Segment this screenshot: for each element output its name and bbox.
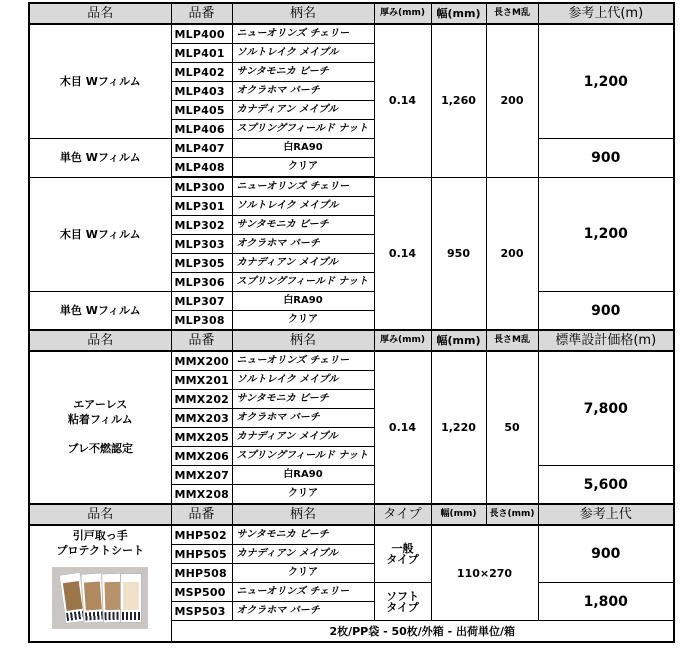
pattern-name: カナディアン メイプル xyxy=(232,254,374,273)
pattern-name: ソルトレイク メイプル xyxy=(232,44,374,63)
price-wood: 1,200 xyxy=(538,24,674,139)
product-code: MHP505 xyxy=(171,545,232,564)
length-value: 200 xyxy=(486,24,538,177)
name-line: 粘着フィルム xyxy=(67,413,133,427)
product-code: MLP306 xyxy=(171,273,232,292)
pattern-name: サンタモニカ ビーチ xyxy=(232,216,374,235)
product-code: MSP503 xyxy=(171,602,232,621)
product-code: MMX202 xyxy=(171,390,232,409)
product-code: MMX201 xyxy=(171,371,232,390)
pattern-name: ニューオリンズ チェリー xyxy=(232,24,374,44)
product-code: MLP400 xyxy=(171,24,232,44)
packing-note: 2枚/PP袋 - 50枚/外箱 - 出荷単位/箱 xyxy=(171,621,674,643)
header-type: タイプ xyxy=(374,504,431,525)
header-pattern-name: 柄名 xyxy=(232,504,374,525)
product-code: MLP407 xyxy=(171,139,232,158)
product-code: MLP402 xyxy=(171,63,232,82)
product-name-solid-film: 単色 Wフィルム xyxy=(29,139,171,178)
type-line: タイプ xyxy=(386,600,419,614)
header-standard-design-price: 標準設計価格(m) xyxy=(538,330,674,351)
product-code: MSP500 xyxy=(171,583,232,602)
table-row xyxy=(29,525,674,545)
price-wood: 7,800 xyxy=(538,351,674,466)
product-code: MMX200 xyxy=(171,351,232,371)
product-name-handle-protect-sheet xyxy=(29,525,171,642)
header-product-code: 品番 xyxy=(171,3,232,24)
product-code: MLP405 xyxy=(171,101,232,120)
thickness-value: 0.14 xyxy=(374,177,431,330)
pattern-name: スプリングフィールド ナット xyxy=(232,120,374,139)
product-name-solid-film: 単色 Wフィルム xyxy=(29,292,171,331)
product-code: MLP307 xyxy=(171,292,232,311)
price-soft: 1,800 xyxy=(538,583,674,621)
pattern-name: スプリングフィールド ナット xyxy=(232,273,374,292)
header-thickness: 厚み(mm) xyxy=(374,3,431,24)
header-product-code: 品番 xyxy=(171,504,232,525)
type-soft xyxy=(374,583,431,621)
thickness-value: 0.14 xyxy=(374,351,431,504)
name-line: プロテクトシート xyxy=(56,543,145,557)
type-general xyxy=(374,525,431,583)
pattern-name: ニューオリンズ チェリー xyxy=(232,583,374,602)
product-photo xyxy=(52,567,148,629)
pattern-name: サンタモニカ ビーチ xyxy=(232,525,374,545)
pattern-name: サンタモニカ ビーチ xyxy=(232,63,374,82)
price-solid: 5,600 xyxy=(538,466,674,505)
product-code: MLP301 xyxy=(171,197,232,216)
name-line: エアーレス xyxy=(73,398,128,412)
product-code: MLP303 xyxy=(171,235,232,254)
header-pattern-name: 柄名 xyxy=(232,330,374,351)
pattern-name: クリア xyxy=(232,158,374,178)
header-product-name: 品名 xyxy=(29,3,171,24)
product-code: MLP302 xyxy=(171,216,232,235)
pattern-name: クリア xyxy=(232,311,374,331)
name-line: 引戸取っ手 xyxy=(72,529,128,542)
pattern-name: カナディアン メイプル xyxy=(232,101,374,120)
header-width: 幅(mm) xyxy=(431,330,486,351)
pattern-name: カナディアン メイプル xyxy=(232,545,374,564)
pattern-name: ニューオリンズ チェリー xyxy=(232,351,374,371)
product-code: MMX205 xyxy=(171,428,232,447)
pattern-name: オクラホマ バーチ xyxy=(232,82,374,101)
product-code: MMX206 xyxy=(171,447,232,466)
price-solid: 900 xyxy=(538,139,674,178)
pattern-name: クリア xyxy=(232,564,374,583)
type-line: タイプ xyxy=(386,553,419,566)
product-code: MLP408 xyxy=(171,158,232,178)
pattern-name: ソルトレイク メイプル xyxy=(232,197,374,216)
pattern-name: ソルトレイク メイプル xyxy=(232,371,374,390)
price-general: 900 xyxy=(538,525,674,583)
header-row-protect xyxy=(29,504,674,525)
header-pattern-name: 柄名 xyxy=(232,3,374,24)
width-value: 1,260 xyxy=(431,24,486,177)
header-width: 幅(mm) xyxy=(431,3,486,24)
product-code: MLP401 xyxy=(171,44,232,63)
table-row xyxy=(29,177,674,197)
header-width: 幅(mm) xyxy=(431,504,486,525)
table-row xyxy=(29,139,674,158)
product-code: MLP308 xyxy=(171,311,232,331)
product-code: MMX203 xyxy=(171,409,232,428)
length-value: 200 xyxy=(486,177,538,330)
product-name-wood-film: 木目 Wフィルム xyxy=(29,177,171,292)
length-value: 50 xyxy=(486,351,538,504)
pattern-name: オクラホマ バーチ xyxy=(232,235,374,254)
header-length: 長さ(mm) xyxy=(486,504,538,525)
product-name-airless-film xyxy=(29,351,171,504)
pattern-name: クリア xyxy=(232,485,374,505)
product-code: MLP406 xyxy=(171,120,232,139)
product-code: MMX207 xyxy=(171,466,232,485)
price-solid: 900 xyxy=(538,292,674,331)
pattern-name: 白RA90 xyxy=(232,139,374,158)
price-wood: 1,200 xyxy=(538,177,674,292)
header-row-standard xyxy=(29,3,674,24)
pattern-name: スプリングフィールド ナット xyxy=(232,447,374,466)
price-sheet-table xyxy=(28,2,675,643)
product-code: MLP300 xyxy=(171,177,232,197)
header-product-name: 品名 xyxy=(29,504,171,525)
product-code: MLP403 xyxy=(171,82,232,101)
pattern-name: 白RA90 xyxy=(232,292,374,311)
header-product-name: 品名 xyxy=(29,330,171,351)
product-code: MHP508 xyxy=(171,564,232,583)
product-code: MMX208 xyxy=(171,485,232,505)
size-value: 110×270 xyxy=(431,525,538,621)
type-line: 一般 xyxy=(391,542,414,555)
certification-label: ブレ不燃認定 xyxy=(67,441,134,455)
width-value: 1,220 xyxy=(431,351,486,504)
pattern-name: ニューオリンズ チェリー xyxy=(232,177,374,197)
pattern-name: オクラホマ バーチ xyxy=(232,602,374,621)
header-length: 長さM乱 xyxy=(486,3,538,24)
product-code: MHP502 xyxy=(171,525,232,545)
table-row xyxy=(29,24,674,44)
thickness-value: 0.14 xyxy=(374,24,431,177)
type-line: ソフト xyxy=(386,589,419,603)
pattern-name: サンタモニカ ビーチ xyxy=(232,390,374,409)
width-value: 950 xyxy=(431,177,486,330)
header-product-code: 品番 xyxy=(171,330,232,351)
table-row xyxy=(29,351,674,371)
product-name-wood-film: 木目 Wフィルム xyxy=(29,24,171,139)
pattern-name: カナディアン メイプル xyxy=(232,428,374,447)
header-row-airless xyxy=(29,330,674,351)
sheet-sample-icon xyxy=(120,573,142,623)
header-reference-price: 参考上代 xyxy=(538,504,674,525)
product-code: MLP305 xyxy=(171,254,232,273)
table-row xyxy=(29,292,674,311)
header-thickness: 厚み(mm) xyxy=(374,330,431,351)
pattern-name: オクラホマ バーチ xyxy=(232,409,374,428)
header-reference-price: 参考上代(m) xyxy=(538,3,674,24)
pattern-name: 白RA90 xyxy=(232,466,374,485)
header-length: 長さM乱 xyxy=(486,330,538,351)
